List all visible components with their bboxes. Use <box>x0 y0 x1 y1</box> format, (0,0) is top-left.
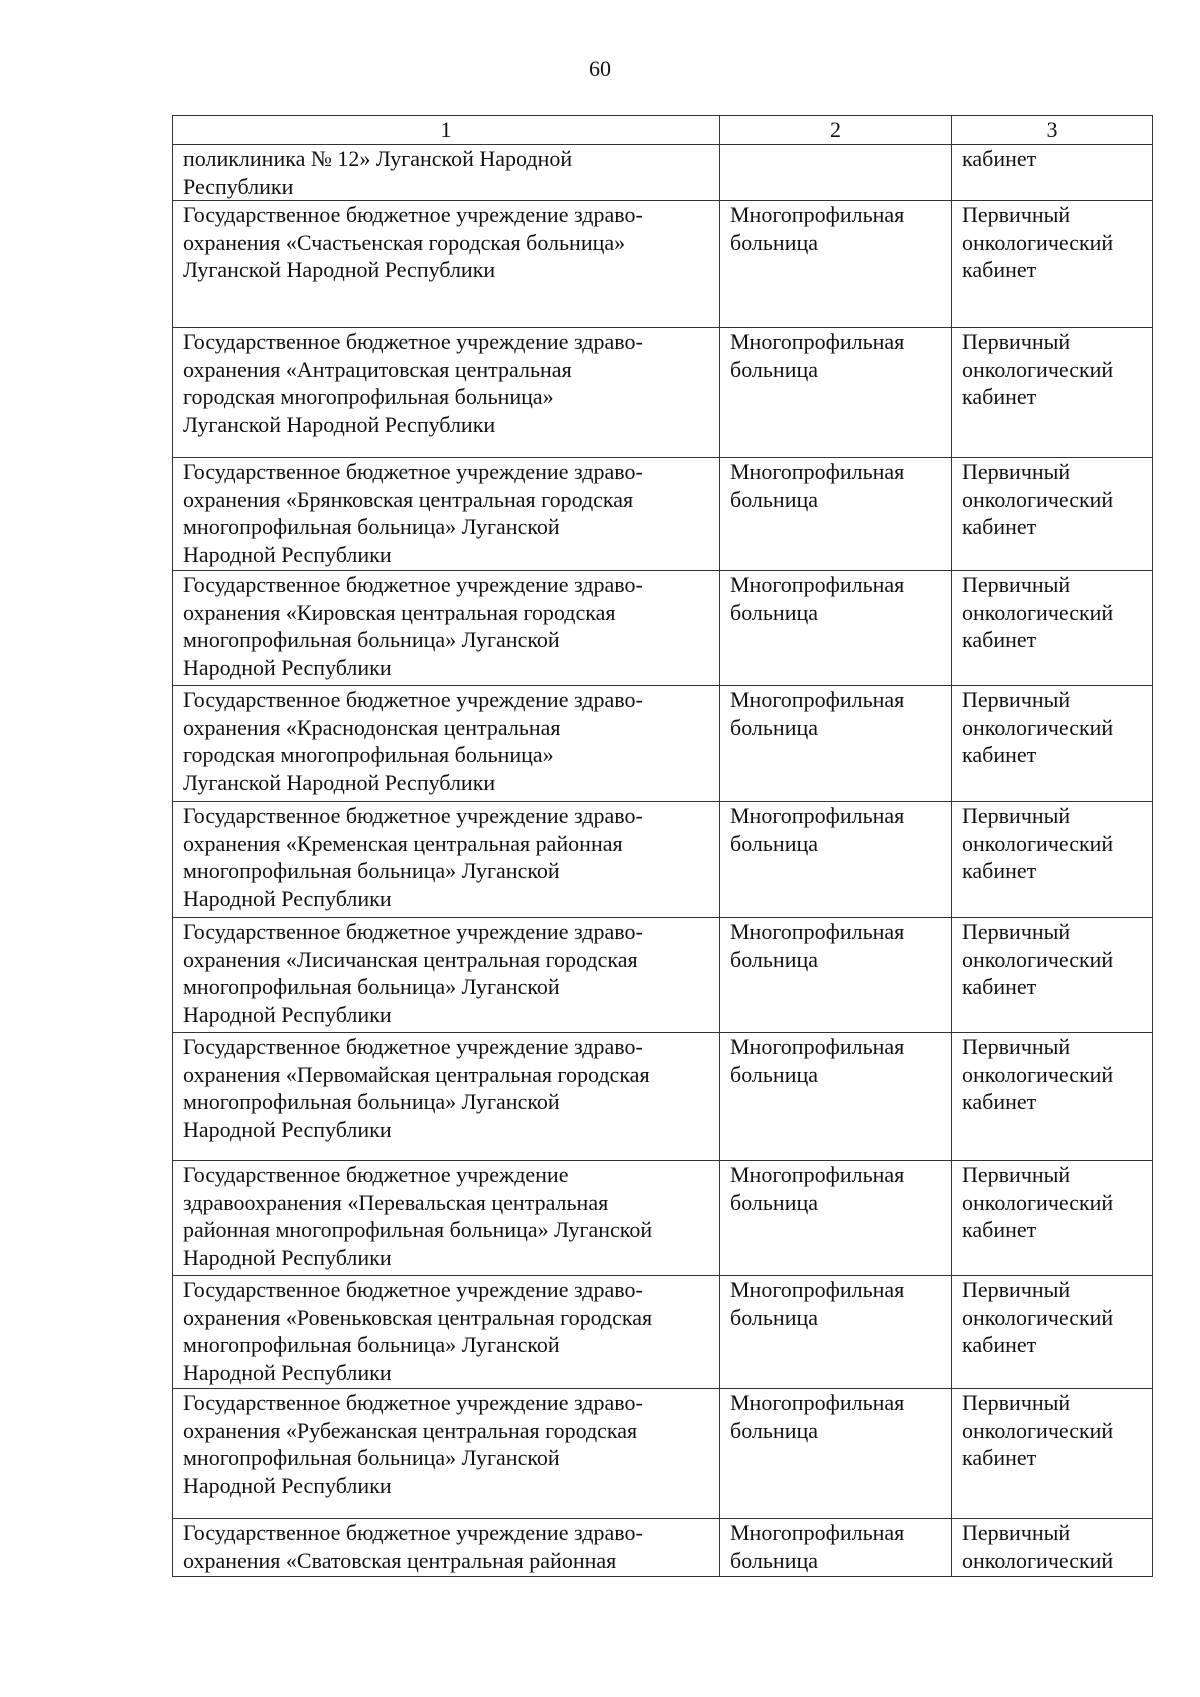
unit-name: Первичный онкологический кабинет <box>962 1277 1114 1357</box>
institutions-table <box>172 115 1153 1577</box>
institution-name: Государственное бюджетное учреждение здраво- охранения «Антрацитовская центральная городская многопрофильная больница» Луганской Народной Республики <box>183 329 643 437</box>
type-cell <box>720 1389 952 1519</box>
institution-cell <box>173 686 720 802</box>
type-cell <box>720 458 952 571</box>
type-cell <box>720 201 952 328</box>
institution-cell <box>173 571 720 686</box>
unit-name: Первичный онкологический кабинет <box>962 202 1114 282</box>
table-row <box>173 145 1153 201</box>
type-cell <box>720 1033 952 1161</box>
institution-name: Государственное бюджетное учреждение здравоохранения «Перевальская центральная районная многопрофильная больница» Луганской Народной Республики <box>183 1162 653 1270</box>
unit-name: Первичный онкологический кабинет <box>962 1034 1114 1114</box>
institution-type: Многопрофильная больница <box>730 1520 905 1573</box>
type-cell <box>720 1519 952 1577</box>
table-row <box>173 918 1153 1033</box>
type-cell <box>720 918 952 1033</box>
institution-name: поликлиника № 12» Луганской Народной Республики <box>183 146 573 199</box>
unit-cell <box>952 201 1153 328</box>
column-header-3: 3 <box>952 116 1153 145</box>
institution-name: Государственное бюджетное учреждение здраво- охранения «Лисичанская центральная городская многопрофильная больница» Луганской Народной Республики <box>183 919 643 1027</box>
unit-cell <box>952 571 1153 686</box>
institution-name: Государственное бюджетное учреждение здраво- охранения «Кировская центральная городская многопрофильная больница» Луганской Народной Республики <box>183 572 643 680</box>
institution-cell <box>173 201 720 328</box>
institution-cell <box>173 918 720 1033</box>
unit-cell <box>952 328 1153 458</box>
institution-cell <box>173 328 720 458</box>
table-header-row <box>173 116 1153 145</box>
unit-cell <box>952 1276 1153 1389</box>
table-row <box>173 458 1153 571</box>
table-row <box>173 1161 1153 1276</box>
table-row <box>173 686 1153 802</box>
table-row <box>173 1276 1153 1389</box>
institution-name: Государственное бюджетное учреждение здраво- охранения «Краснодонская центральная городская многопрофильная больница» Луганской Народной Республики <box>183 687 643 795</box>
institution-name: Государственное бюджетное учреждение здраво- охранения «Счастьенская городская больница» Луганской Народной Республики <box>183 202 643 282</box>
institution-type: Многопрофильная больница <box>730 329 905 382</box>
table-row <box>173 571 1153 686</box>
institution-name: Государственное бюджетное учреждение здраво- охранения «Сватовская центральная районная <box>183 1520 643 1573</box>
unit-cell <box>952 1389 1153 1519</box>
unit-cell <box>952 918 1153 1033</box>
institution-cell <box>173 1519 720 1577</box>
unit-name: Первичный онкологический кабинет <box>962 572 1114 652</box>
institution-cell <box>173 458 720 571</box>
unit-name: Первичный онкологический кабинет <box>962 1162 1114 1242</box>
unit-cell <box>952 1033 1153 1161</box>
institution-type: Многопрофильная больница <box>730 1162 905 1215</box>
unit-name: Первичный онкологический кабинет <box>962 1390 1114 1470</box>
institution-name: Государственное бюджетное учреждение здраво- охранения «Ровеньковская центральная городская многопрофильная больница» Луганской Народной Республики <box>183 1277 653 1385</box>
unit-name: Первичный онкологический кабинет <box>962 803 1114 883</box>
institution-name: Государственное бюджетное учреждение здраво- охранения «Первомайская центральная городская многопрофильная больница» Луганской Народной Республики <box>183 1034 650 1142</box>
unit-name: Первичный онкологический <box>962 1520 1114 1573</box>
institution-type: Многопрофильная больница <box>730 1277 905 1330</box>
institution-name: Государственное бюджетное учреждение здраво- охранения «Кременская центральная районная многопрофильная больница» Луганской Народной Республики <box>183 803 643 911</box>
unit-cell <box>952 145 1153 201</box>
institution-type: Многопрофильная больница <box>730 1390 905 1443</box>
page-number: 60 <box>589 56 611 81</box>
institution-type: Многопрофильная больница <box>730 687 905 740</box>
unit-cell <box>952 1519 1153 1577</box>
type-cell <box>720 145 952 201</box>
table-row <box>173 1389 1153 1519</box>
table-row <box>173 1519 1153 1577</box>
institution-cell <box>173 802 720 918</box>
unit-name: Первичный онкологический кабинет <box>962 687 1114 767</box>
institution-type: Многопрофильная больница <box>730 803 905 856</box>
unit-name: кабинет <box>962 146 1037 171</box>
institution-name: Государственное бюджетное учреждение здраво- охранения «Брянковская центральная городская многопрофильная больница» Луганской Народной Республики <box>183 459 643 567</box>
institution-cell <box>173 1161 720 1276</box>
institution-type: Многопрофильная больница <box>730 919 905 972</box>
type-cell <box>720 328 952 458</box>
institution-type: Многопрофильная больница <box>730 572 905 625</box>
table-row <box>173 802 1153 918</box>
unit-name: Первичный онкологический кабинет <box>962 459 1114 539</box>
table-row <box>173 328 1153 458</box>
table-row <box>173 1033 1153 1161</box>
unit-cell <box>952 802 1153 918</box>
type-cell <box>720 1276 952 1389</box>
unit-cell <box>952 1161 1153 1276</box>
institution-cell <box>173 145 720 201</box>
institution-cell <box>173 1389 720 1519</box>
type-cell <box>720 802 952 918</box>
unit-name: Первичный онкологический кабинет <box>962 919 1114 999</box>
institution-type: Многопрофильная больница <box>730 1034 905 1087</box>
type-cell <box>720 1161 952 1276</box>
unit-cell <box>952 458 1153 571</box>
institution-type: Многопрофильная больница <box>730 459 905 512</box>
unit-cell <box>952 686 1153 802</box>
table-row <box>173 201 1153 328</box>
institution-name: Государственное бюджетное учреждение здраво- охранения «Рубежанская центральная городская многопрофильная больница» Луганской Народной Республики <box>183 1390 643 1498</box>
institution-type: Многопрофильная больница <box>730 202 905 255</box>
institution-cell <box>173 1033 720 1161</box>
unit-name: Первичный онкологический кабинет <box>962 329 1114 409</box>
institution-cell <box>173 1276 720 1389</box>
type-cell <box>720 686 952 802</box>
type-cell <box>720 571 952 686</box>
column-header-2: 2 <box>720 116 952 145</box>
column-header-1: 1 <box>173 116 720 145</box>
